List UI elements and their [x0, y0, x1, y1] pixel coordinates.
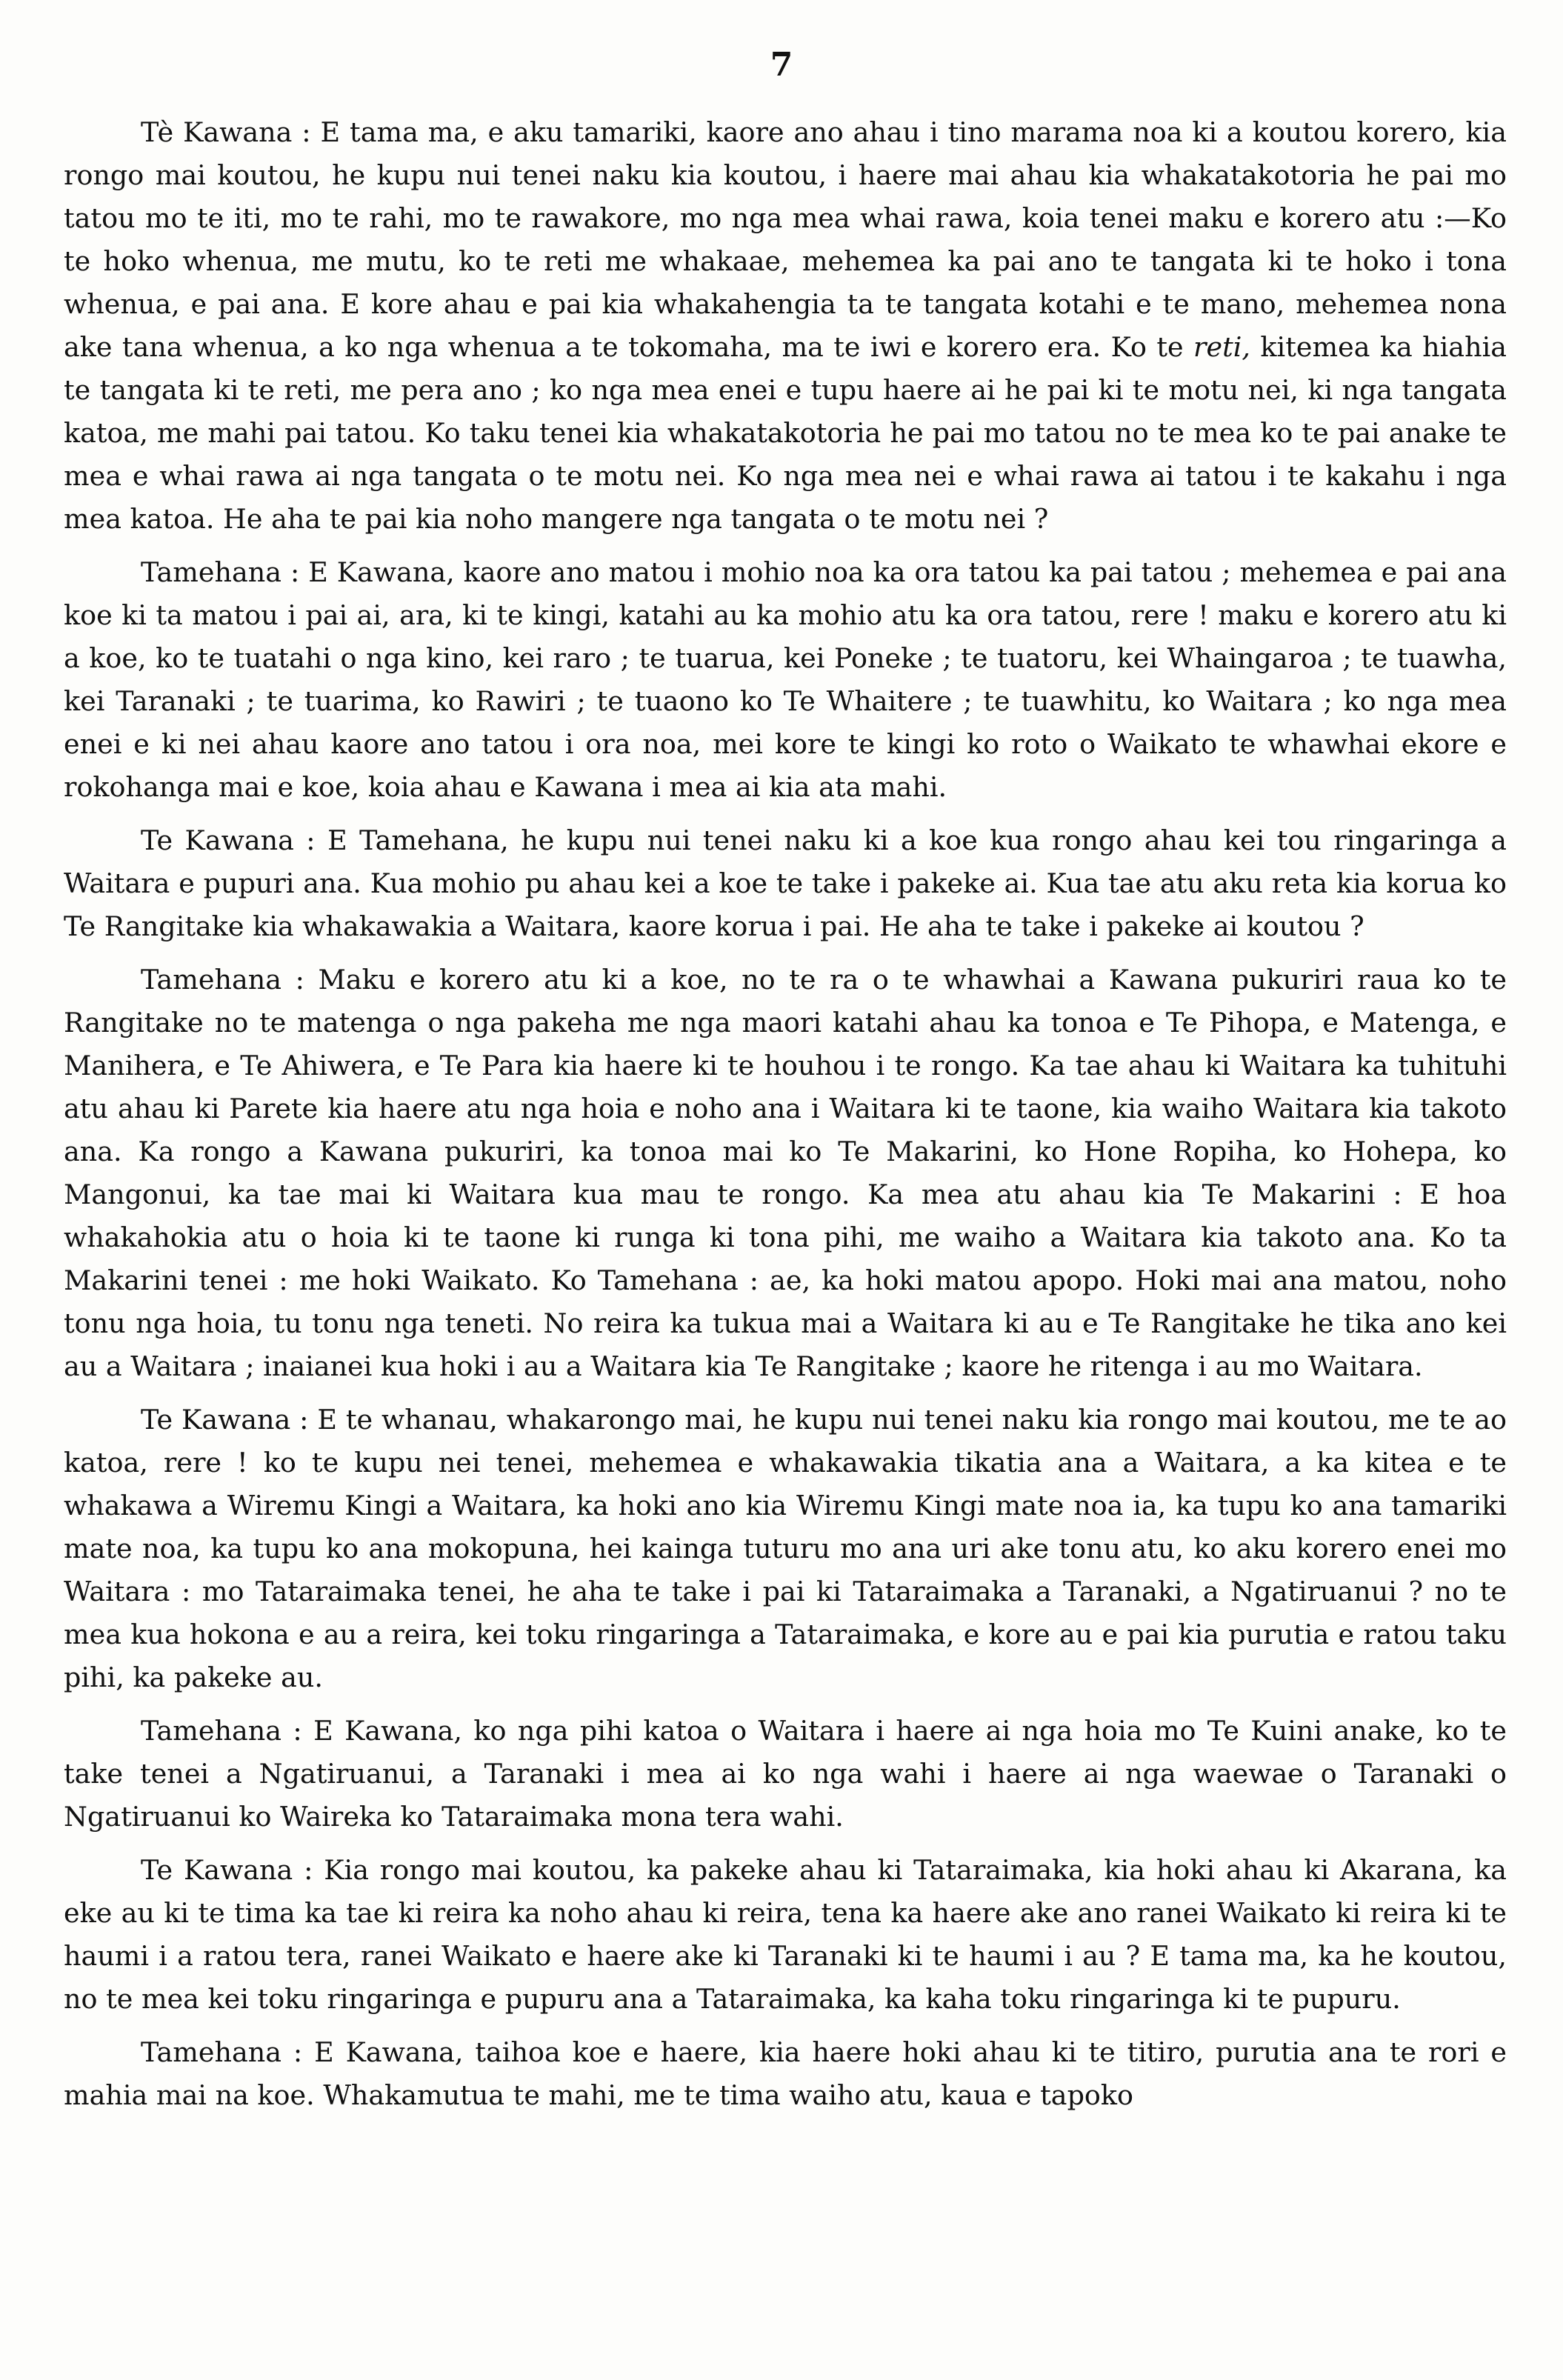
- dialogue-paragraph: [64, 111, 1507, 541]
- paragraph-text: E Kawana, ko nga pihi katoa o Waitara i haere ai nga hoia mo Te Kuini anake, ko te take tenei a Ngatiruanui, a Taranaki i mea ai ko nga wahi i haere ai nga waewae o Taranaki o Ngatiruanui ko Waireka ko Tataraimaka mona tera wahi.: [64, 1715, 1507, 1833]
- speaker-label: Te Kawana :: [141, 824, 316, 856]
- dialogue-paragraph: [64, 819, 1507, 948]
- paragraph-text: E Kawana, taihoa koe e haere, kia haere hoki ahau ki te titiro, purutia ana te rori e mahia mai na koe. Whakamutua te mahi, me te tima waiho atu, kaua e tapoko: [64, 2036, 1507, 2111]
- page-number: 7: [770, 46, 793, 84]
- paragraph-text: E te whanau, whakarongo mai, he kupu nui tenei naku kia rongo mai koutou, me te ao katoa, rere ! ko te kupu nei tenei, mehemea e whakawakia tikatia ana a Waitara, a ka kitea e te whakawa a Wiremu Kingi a Waitara, ka hoki ano kia Wiremu Kingi mate noa ia, ka tupu ko ana tamariki mate noa, ka tupu ko ana mokopuna, hei kainga tuturu mo ana uri ake tonu atu, ko aku korero enei mo Waitara : mo Tataraimaka tenei, he aha te take i pai ki Tataraimaka a Taranaki, a Ngatiruanui ? no te mea kua hokona e au a reira, kei toku ringaringa a Tataraimaka, e kore au e pai kia purutia e ratou taku pihi, ka pakeke au.: [64, 1404, 1507, 1693]
- dialogue-paragraph: [64, 959, 1507, 1388]
- dialogue-paragraph: [64, 2031, 1507, 2117]
- paragraph-text: Maku e korero atu ki a koe, no te ra o te whawhai a Kawana pukuriri raua ko te Rangitake no te matenga o nga pakeha me nga maori katahi ahau ka tonoa e Te Pihopa, e Matenga, e Manihera, e Te Ahiwera, e Te Para kia haere ki te houhou i te rongo. Ka tae ahau ki Waitara ka tuhituhi atu ahau ki Parete kia haere atu nga hoia e noho ana i Waitara ki te taone, kia waiho Waitara kia takoto ana. Ka rongo a Kawana pukuriri, ka tonoa mai ko Te Makarini, ko Hone Ropiha, ko Hohepa, ko Mangonui, ka tae mai ki Waitara kua mau te rongo. Ka mea atu ahau kia Te Makarini : E hoa whakahokia atu o hoia ki te taone ki runga ki tona pihi, me waiho a Waitara kia takoto ana. Ko ta Makarini tenei : me hoki Waikato. Ko Tamehana : ae, ka hoki matou apopo. Hoki mai ana matou, noho tonu nga hoia, tu tonu nga teneti. No reira ka tukua mai a Waitara ki au e Te Rangitake he tika ano kei au a Waitara ; inaianei kua hoki i au a Waitara kia Te Rangitake ; kaore he ritenga i au mo Waitara.: [64, 964, 1507, 1382]
- paragraph-text: Kia rongo mai koutou, ka pakeke ahau ki Tataraimaka, kia hoki ahau ki Akarana, ka eke au ki te tima ka tae ki reira ka noho ahau ki reira, tena ka haere ake ano ranei Waikato ki reira ki te haumi i a ratou tera, ranei Waikato e haere ake ki Taranaki ki te haumi i au ? E tama ma, ka he koutou, no te mea kei toku ringaringa e pupuru ana a Tataraimaka, ka kaha toku ringaringa ki te pupuru.: [64, 1854, 1507, 2015]
- paragraph-text: E Kawana, kaore ano matou i mohio noa ka ora tatou ka pai tatou ; mehemea e pai ana koe ki ta matou i pai ai, ara, ki te kingi, katahi au ka mohio atu ka ora tatou, rere ! maku e korero atu ki a koe, ko te tuatahi o nga kino, kei raro ; te tuarua, kei Poneke ; te tuatoru, kei Whaingaroa ; te tuawha, kei Taranaki ; te tuarima, ko Rawiri ; te tuaono ko Te Whaitere ; te tuawhitu, ko Waitara ; ko nga mea enei e ki nei ahau kaore ano tatou i ora noa, mei kore te kingi ko roto o Waikato te whawhai ekore e rokohanga mai e koe, koia ahau e Kawana i mea ai kia ata mahi.: [64, 556, 1507, 803]
- speaker-label: Te Kawana :: [141, 1854, 313, 1886]
- speaker-label: Tamehana :: [141, 2036, 303, 2068]
- speaker-label: Tè Kawana :: [141, 116, 311, 148]
- dialogue-paragraph: [64, 1849, 1507, 2021]
- speaker-label: Tamehana :: [141, 964, 304, 996]
- paragraph-text: E Tamehana, he kupu nui tenei naku ki a koe kua rongo ahau kei tou ringaringa a Waitara e pupuri ana. Kua mohio pu ahau kei a koe te take i pakeke ai. Kua tae atu aku reta kia korua ko Te Rangitake kia whakawakia a Waitara, kaore korua i pai. He aha te take i pakeke ai koutou ?: [64, 824, 1507, 942]
- emphasized-word: reti,: [1193, 331, 1251, 363]
- dialogue-paragraph: [64, 1710, 1507, 1839]
- dialogue-paragraph: [64, 1399, 1507, 1699]
- speaker-label: Tamehana :: [141, 556, 300, 588]
- page-body: [64, 111, 1507, 2127]
- speaker-label: Tamehana :: [141, 1715, 302, 1747]
- paragraph-text-continued: kitemea ka hiahia te tangata ki te reti, me pera ano ; ko nga mea enei e tupu haere ai he pai ki te motu nei, ki nga tangata katoa, me mahi pai tatou. Ko taku tenei kia whakatakotoria he pai mo tatou no te mea ko te pai anake te mea e whai rawa ai nga tangata o te motu nei. Ko nga mea nei e whai rawa ai tatou i te kakahu i nga mea katoa. He aha te pai kia noho mangere nga tangata o te motu nei ?: [64, 331, 1507, 535]
- paragraph-text: E tama ma, e aku tamariki, kaore ano ahau i tino marama noa ki a koutou korero, kia rongo mai koutou, he kupu nui tenei naku kia koutou, i haere mai ahau kia whakatakotoria he pai mo tatou mo te iti, mo te rahi, mo te rawakore, mo nga mea whai rawa, koia tenei maku e korero atu :—Ko te hoko whenua, me mutu, ko te reti me whakaae, mehemea ka pai ano te tangata ki te hoko i tona whenua, e pai ana. E kore ahau e pai kia whakahengia ta te tangata kotahi e te mano, mehemea nona ake tana whenua, a ko nga whenua a te tokomaha, ma te iwi e korero era. Ko te: [64, 116, 1507, 363]
- dialogue-paragraph: [64, 551, 1507, 809]
- speaker-label: Te Kawana :: [141, 1404, 309, 1436]
